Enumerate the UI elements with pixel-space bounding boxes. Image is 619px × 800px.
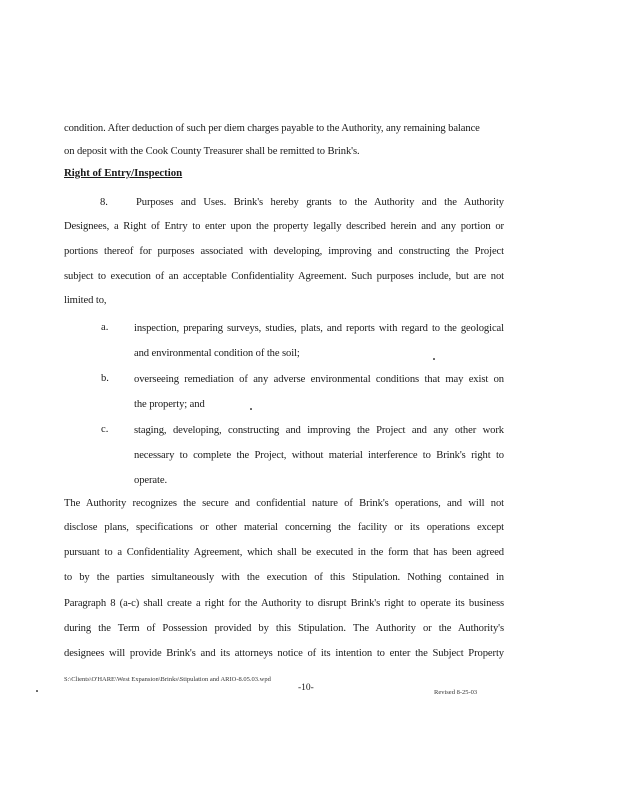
- paragraph-number: 8.: [100, 197, 108, 208]
- text-line: Designees, a Right of Entry to enter upon the property legally described herein and any portion or: [64, 221, 504, 232]
- list-item-text: the property; and: [134, 399, 205, 410]
- page-number: -10-: [298, 683, 314, 693]
- list-item-text: operate.: [134, 475, 168, 486]
- section-heading: Right of Entry/Inspection: [64, 167, 183, 179]
- text-line: Purposes and Uses. Brink's hereby grants to the Authority and the Authority: [136, 197, 504, 208]
- text-line: during the Term of Possession provided by this Stipulation. The Authority or the Authority's: [64, 623, 504, 634]
- revision-date: Revised 8-25-03: [434, 689, 478, 696]
- text-line: Paragraph 8 (a-c) shall create a right for the Authority to disrupt Brink's right to operate its business: [64, 598, 504, 609]
- scan-speck: [36, 690, 38, 692]
- text-line: subject to execution of an acceptable Confidentiality Agreement. Such purposes include, but are not: [64, 271, 504, 282]
- text-line: disclose plans, specifications or other material concerning the facility or its operations except: [64, 522, 504, 533]
- list-item-text: staging, developing, constructing and improving the Project and any other work: [134, 425, 504, 436]
- text-line: condition. After deduction of such per diem charges payable to the Authority, any remaining balance: [64, 123, 480, 134]
- list-item-text: overseeing remediation of any adverse environmental conditions that may exist on: [134, 374, 504, 385]
- list-item-letter: a.: [101, 322, 109, 333]
- text-line: The Authority recognizes the secure and confidential nature of Brink's operations, and will not: [64, 498, 504, 509]
- list-item-letter: c.: [101, 424, 109, 435]
- list-item-text: inspection, preparing surveys, studies, plats, and reports with regard to the geological: [134, 323, 504, 334]
- footer-file-path: S:\Clients\O'HARE\West Expansion\Brinks\Stipulation and ARIO-8.05.03.wpd: [64, 676, 271, 683]
- text-line: portions thereof for purposes associated with developing, improving and constructing the Project: [64, 246, 504, 257]
- text-line: limited to,: [64, 295, 107, 306]
- scan-speck: [250, 408, 252, 410]
- list-item-text: necessary to complete the Project, without material interference to Brink's right to: [134, 450, 504, 461]
- text-line: designees will provide Brink's and its attorneys notice of its intention to enter the Subject Property: [64, 648, 504, 659]
- text-line: pursuant to a Confidentiality Agreement, which shall be executed in the form that has been agreed: [64, 547, 504, 558]
- text-line: on deposit with the Cook County Treasurer shall be remitted to Brink's.: [64, 146, 360, 157]
- scan-speck: [433, 358, 435, 360]
- list-item-letter: b.: [101, 373, 109, 384]
- list-item-text: and environmental condition of the soil;: [134, 348, 300, 359]
- text-line: to by the parties simultaneously with the execution of this Stipulation. Nothing contained in: [64, 572, 504, 583]
